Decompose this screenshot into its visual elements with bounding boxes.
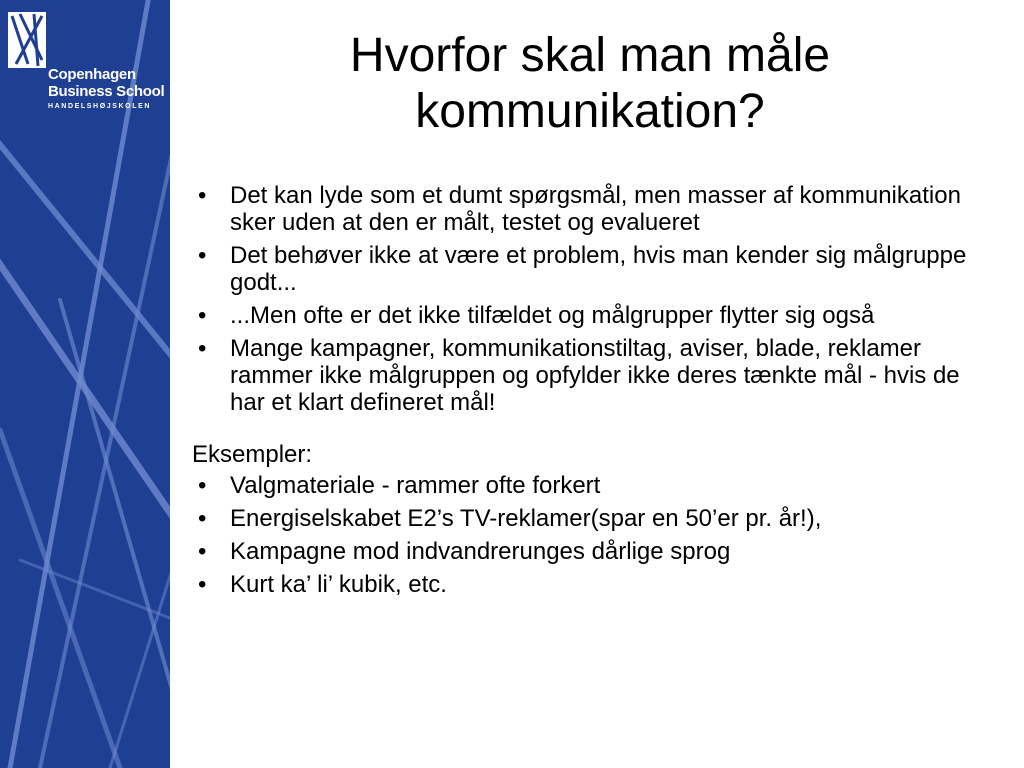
- logo-line-2: Business School: [48, 83, 165, 100]
- logo-wordmark: [48, 66, 164, 113]
- list-item: [192, 472, 992, 499]
- bullet-icon: •: [198, 571, 207, 598]
- bullet-icon: •: [198, 182, 207, 209]
- examples-heading: Eksempler:: [192, 441, 313, 468]
- list-item: [192, 538, 992, 565]
- bullet-text: Det behøver ikke at være et problem, hvis man kender sig målgruppe godt...: [230, 242, 967, 296]
- bullet-icon: •: [198, 335, 207, 362]
- list-item: [192, 302, 992, 329]
- cbs-logo-icon: [8, 12, 46, 68]
- decorative-lines: [0, 0, 170, 768]
- logo-line-1: Copenhagen: [48, 66, 136, 83]
- bullet-icon: •: [198, 302, 207, 329]
- bullet-text: Det kan lyde som et dumt spørgsmål, men masser af kommunikation sker uden at den er målt, testet og evalueret: [230, 182, 961, 236]
- bullet-text: Mange kampagner, kommunikationstiltag, aviser, blade, reklamer rammer ikke målgruppen og opfylder ikke deres tænkte mål - hvis de har et klart defineret mål!: [230, 335, 960, 416]
- sidebar-panel: [0, 0, 170, 768]
- list-item: [192, 335, 992, 416]
- example-text: Kurt ka’ li’ kubik, etc.: [230, 571, 447, 598]
- bullet-list: [192, 182, 992, 416]
- bullet-icon: •: [198, 538, 207, 565]
- list-item: [192, 505, 992, 532]
- list-item: [192, 182, 992, 236]
- example-text: Valgmateriale - rammer ofte forkert: [230, 472, 601, 499]
- bullet-icon: •: [198, 472, 207, 499]
- logo-line-3: HANDELSHØJSKOLEN: [48, 103, 151, 110]
- slide-body: [192, 182, 992, 604]
- bullet-icon: •: [198, 242, 207, 269]
- slide-title: Hvorfor skal man måle kommunikation?: [349, 29, 831, 138]
- bullet-icon: •: [198, 505, 207, 532]
- example-text: Kampagne mod indvandrerunges dårlige sprog: [230, 538, 731, 565]
- bullet-text: ...Men ofte er det ikke tilfældet og målgrupper flytter sig også: [230, 302, 875, 329]
- example-text: Energiselskabet E2’s TV-reklamer(spar en 50’er pr. år!),: [230, 505, 822, 532]
- examples-list: [192, 472, 992, 598]
- list-item: [192, 242, 992, 296]
- list-item: [192, 571, 992, 598]
